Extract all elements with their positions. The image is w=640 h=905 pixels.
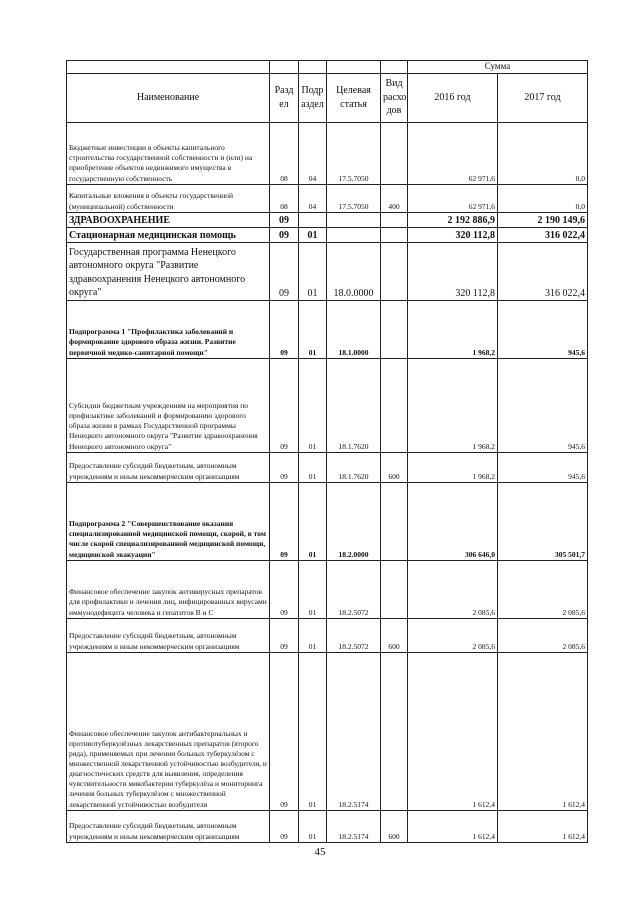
row-name: Стационарная медицинская помощь [67, 227, 270, 242]
row-podr [299, 212, 327, 227]
row-name: Бюджетные инвестиции в объекты капитального строительства государственной собственности и (или) на приобретение объектов недвижимого имущества в государственную собственность [67, 122, 270, 184]
row-2017: 316 022,4 [498, 227, 588, 242]
header-podr: Подр аздел [299, 73, 327, 122]
table-row [67, 184, 588, 212]
row-name: Капитальные вложения в объекты государственной (муниципальной) собственности [67, 184, 270, 212]
header-razd: Разд ел [270, 73, 299, 122]
row-2017: 316 022,4 [498, 242, 588, 300]
row-cs: 18.2.5072 [327, 618, 381, 652]
header-blank [299, 61, 327, 74]
row-cs: 18.1.7620 [327, 358, 381, 452]
row-2016: 1 612,4 [408, 810, 498, 842]
row-razd: 09 [270, 452, 299, 482]
row-2017: 1 612,4 [498, 652, 588, 810]
row-name: Подпрограмма 1 "Профилактика заболеваний и формирование здорового образа жизни. Развитие первичной медико-санитарной помощи" [67, 300, 270, 358]
table-row [67, 652, 588, 810]
row-cs: 18.2.0000 [327, 482, 381, 560]
row-vid [381, 482, 408, 560]
row-name: Финансовое обеспечение закупок антибактериальных и противотуберкулёзных лекарственных препаратов (второго ряда), применяемых при лечении больных туберкулёзом с множественной лекарственной устойчивостью возбудителя, и диагностических средств для выявления, определения чувствительности микобактерии туберкулёза и мониторинга лечения больных туберкулёзом с множественной лекарственной устойчивостью возбудителя [67, 652, 270, 810]
row-cs: 18.1.7620 [327, 452, 381, 482]
row-vid [381, 560, 408, 618]
row-razd: 09 [270, 242, 299, 300]
row-podr: 01 [299, 227, 327, 242]
row-razd: 08 [270, 184, 299, 212]
row-2017: 945,6 [498, 358, 588, 452]
row-vid: 600 [381, 452, 408, 482]
table-row [67, 618, 588, 652]
row-2016: 1 968,2 [408, 300, 498, 358]
row-razd: 09 [270, 300, 299, 358]
row-razd: 09 [270, 810, 299, 842]
row-cs [327, 212, 381, 227]
row-2016: 1 612,4 [408, 652, 498, 810]
row-vid [381, 652, 408, 810]
header-blank [381, 61, 408, 74]
row-cs: 18.1.0000 [327, 300, 381, 358]
header-year-2017: 2017 год [498, 73, 588, 122]
row-vid: 600 [381, 810, 408, 842]
row-name: Субсидии бюджетным учреждениям на мероприятия по профилактике заболеваний и формированию здорового образа жизни в рамках Государственной программы Ненецкого автономного округа "Развитие здравоохранения Ненецкого автономного округа" [67, 358, 270, 452]
row-podr: 01 [299, 652, 327, 810]
table-row [67, 358, 588, 452]
header-celevaya: Целевая статья [327, 73, 381, 122]
row-2016: 62 971,6 [408, 122, 498, 184]
row-razd: 09 [270, 212, 299, 227]
row-vid [381, 300, 408, 358]
page-number: 45 [314, 846, 326, 858]
header-year-2016: 2016 год [408, 73, 498, 122]
budget-table [66, 60, 588, 843]
row-razd: 09 [270, 482, 299, 560]
row-razd: 08 [270, 122, 299, 184]
row-vid [381, 227, 408, 242]
row-2017: 0,0 [498, 122, 588, 184]
row-podr: 01 [299, 482, 327, 560]
row-razd: 09 [270, 358, 299, 452]
table-row [67, 452, 588, 482]
row-podr: 01 [299, 452, 327, 482]
row-podr: 01 [299, 560, 327, 618]
row-2016: 2 085,6 [408, 618, 498, 652]
table-row-section [67, 227, 588, 242]
row-2016: 1 968,2 [408, 452, 498, 482]
row-name: Предоставление субсидий бюджетным, автономным учреждениям и иным некоммерческим организациям [67, 618, 270, 652]
row-podr: 04 [299, 184, 327, 212]
row-razd: 09 [270, 618, 299, 652]
row-vid [381, 122, 408, 184]
row-cs: 18.2.5072 [327, 560, 381, 618]
row-name: Подпрограмма 2 "Совершенствование оказания специализированной медицинской помощи, скорой, в том числе скорой специализированной медицинской помощи, медицинской эвакуации" [67, 482, 270, 560]
row-2017: 2 085,6 [498, 560, 588, 618]
row-2017: 2 085,6 [498, 618, 588, 652]
row-vid [381, 242, 408, 300]
header-row-sum [67, 61, 588, 74]
header-blank [327, 61, 381, 74]
table-row-subprogram [67, 482, 588, 560]
row-2016: 2 192 886,9 [408, 212, 498, 227]
row-2017: 305 501,7 [498, 482, 588, 560]
row-vid: 600 [381, 618, 408, 652]
row-2016: 62 971,6 [408, 184, 498, 212]
header-blank [67, 61, 270, 74]
row-2016: 1 968,2 [408, 358, 498, 452]
row-name: Финансовое обеспечение закупок антивирусных препаратов для профилактики и лечения лиц, инфицированных вирусами иммунодефицита человека и гепатитов В и С [67, 560, 270, 618]
row-2017: 0,0 [498, 184, 588, 212]
row-podr: 01 [299, 618, 327, 652]
header-name: Наименование [67, 73, 270, 122]
row-2017: 945,6 [498, 452, 588, 482]
row-2017: 945,6 [498, 300, 588, 358]
row-cs: 17.5.7050 [327, 122, 381, 184]
table-row [67, 560, 588, 618]
row-cs: 18.0.0000 [327, 242, 381, 300]
header-blank [270, 61, 299, 74]
row-cs: 17.5.7050 [327, 184, 381, 212]
row-vid: 400 [381, 184, 408, 212]
row-name: Государственная программа Ненецкого автономного округа "Развитие здравоохранения Ненецкого автономного округа" [67, 242, 270, 300]
table-row [67, 242, 588, 300]
row-name: ЗДРАВООХРАНЕНИЕ [67, 212, 270, 227]
row-podr: 01 [299, 358, 327, 452]
row-razd: 09 [270, 652, 299, 810]
row-2016: 320 112,8 [408, 242, 498, 300]
row-razd: 09 [270, 560, 299, 618]
row-podr: 01 [299, 810, 327, 842]
row-cs [327, 227, 381, 242]
header-summa: Сумма [408, 61, 588, 74]
row-podr: 01 [299, 300, 327, 358]
table-row-subprogram [67, 300, 588, 358]
table-row [67, 810, 588, 842]
row-name: Предоставление субсидий бюджетным, автономным учреждениям и иным некоммерческим организациям [67, 452, 270, 482]
table-row [67, 122, 588, 184]
row-2017: 1 612,4 [498, 810, 588, 842]
row-vid [381, 358, 408, 452]
row-cs: 18.2.5174 [327, 652, 381, 810]
header-row [67, 73, 588, 122]
row-2016: 320 112,8 [408, 227, 498, 242]
row-2017: 2 190 149,6 [498, 212, 588, 227]
header-vid: Вид расхо дов [381, 73, 408, 122]
row-razd: 09 [270, 227, 299, 242]
row-vid [381, 212, 408, 227]
row-cs: 18.2.5174 [327, 810, 381, 842]
row-podr: 01 [299, 242, 327, 300]
row-podr: 04 [299, 122, 327, 184]
row-name: Предоставление субсидий бюджетным, автономным учреждениям и иным некоммерческим организациям [67, 810, 270, 842]
row-2016: 2 085,6 [408, 560, 498, 618]
row-2016: 306 646,0 [408, 482, 498, 560]
table-row-section [67, 212, 588, 227]
